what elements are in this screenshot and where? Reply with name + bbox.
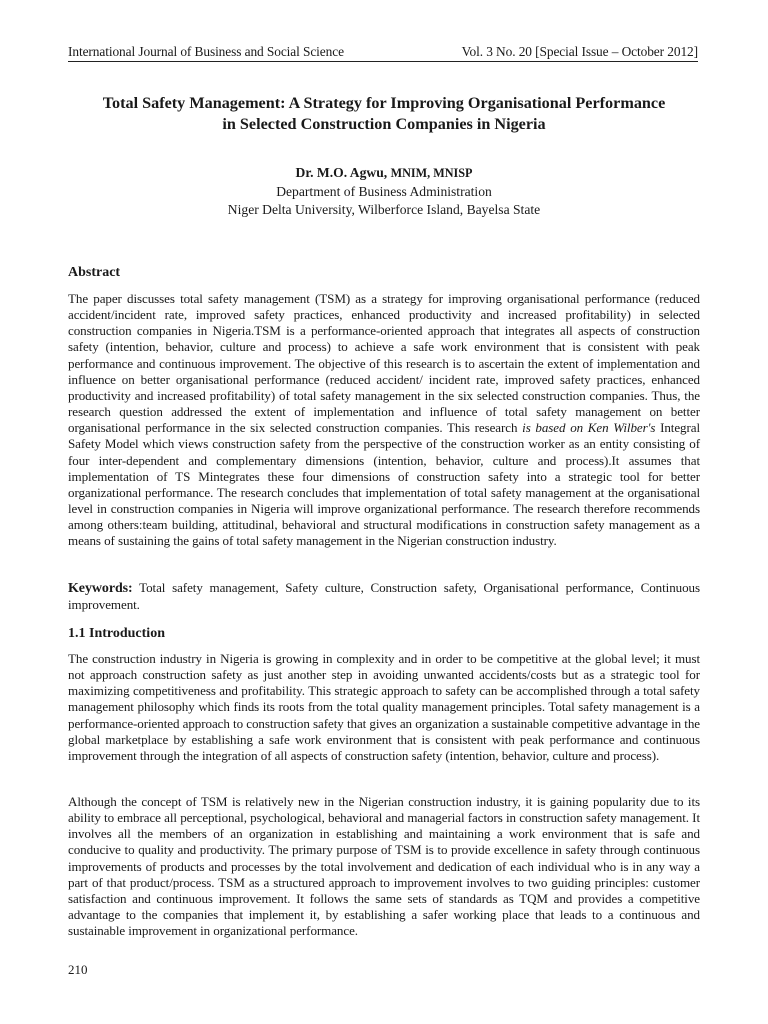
abstract-text-part-2: Integral Safety Model which views construction safety from the perspective of the construction worker as an entity consisting of four inter-dependent and complementary dimensions (intention, behavior, culture and process).It assumes that implementation of TS Mintegrates these four dimensions of construction safety into a strategic tool for better organizational performance. The research concludes that implementation of total safety management at the organisational level in construction companies in Nigeria will improve organizational performance. The research therefore recommends among others:team building, attitudinal, behavioral and structural modifications in construction safety management as a means of sustaining the gains of total safety management in the Nigerian construction industry.	[68, 420, 700, 549]
title-line-2: in Selected Construction Companies in Nigeria	[222, 115, 546, 133]
abstract-text	[68, 291, 700, 550]
abstract-italic-text: is based on Ken Wilber's	[522, 420, 656, 436]
article-title	[68, 93, 700, 135]
introduction-paragraph-1: The construction industry in Nigeria is growing in complexity and in order to be competitive at the global level; it must not approach construction safety as just another step in avoiding unwanted accidents/costs but as a strategic tool for maximizing competitiveness and profitability. This strategic approach to safety can be accomplished through a total safety management philosophy which finds its roots from the total quality management principles. Total safety management is a performance-oriented approach to construction safety that gives an organization a sustainable competitive advantage in the global marketplace by establishing a safe work environment that is consistent with peak performance and continuous improvement through the integration of all aspects of construction safety (intention, behavior, culture and process).	[68, 651, 700, 763]
keywords	[68, 580, 700, 613]
page-number: 210	[68, 962, 88, 977]
introduction-heading: 1.1 Introduction	[68, 626, 165, 641]
journal-name: International Journal of Business and Social Science	[68, 44, 344, 59]
running-header	[68, 44, 698, 62]
author-block	[68, 164, 700, 220]
issue-info: Vol. 3 No. 20 [Special Issue – October 2012]	[461, 44, 698, 59]
department: Department of Business Administration	[276, 183, 492, 199]
keywords-label: Keywords:	[68, 581, 133, 596]
keywords-text: Total safety management, Safety culture, Construction safety, Organisational performance, Continuous improvement.	[68, 580, 700, 613]
author-qualifications: MNIM, MNISP	[390, 166, 473, 180]
abstract-text-part-1: The paper discusses total safety management (TSM) as a strategy for improving organisational performance (reduced accident/incident rate, improved safety practices, enhanced productivity and increased profitability) in selected construction companies in Nigeria.TSM is a performance-oriented approach that integrates all aspects of construction safety (intention, behavior, culture and process) to achieve a safe work environment that is consistent with peak performance and continuous improvement. The objective of this research is to ascertain the extent of implementation and influence on better organisational performance (reduced accident/ incident rate, improved safety practices, enhanced productivity and increased profitability) of total safety management in the six selected construction companies. Thus, the research question addressed the extent of implementation and influence of total safety management on better organisational performance in the six selected construction companies. This research	[68, 291, 700, 436]
abstract-heading: Abstract	[68, 265, 121, 280]
author-line	[68, 164, 700, 183]
title-line-1: Total Safety Management: A Strategy for Improving Organisational Performance	[102, 94, 666, 112]
introduction-paragraph-2: Although the concept of TSM is relatively new in the Nigerian construction industry, it is gaining popularity due to its ability to embrace all perceptional, psychological, behavioral and managerial factors in construction safety management. It involves all the members of an organization in establishing and maintaining a work environment that is safe and conducive to quality and productivity. The primary purpose of TSM is to provide excellence in safety through continuous improvements of products and processes by the total involvement and dedication of each individual who is in any way a part of that product/process. TSM as a structured approach to improvement involves to two guiding principles: customer satisfaction and continuous improvement. It follows the same sets of standards as TQM and provides a competitive advantage to the companies that implement it, by establishing a safer working place that leads to a continuous and sustainable improvement in organizational performance.	[68, 794, 700, 939]
affiliation: Niger Delta University, Wilberforce Island, Bayelsa State	[227, 202, 541, 217]
author-name: Dr. M.O. Agwu,	[295, 165, 388, 180]
